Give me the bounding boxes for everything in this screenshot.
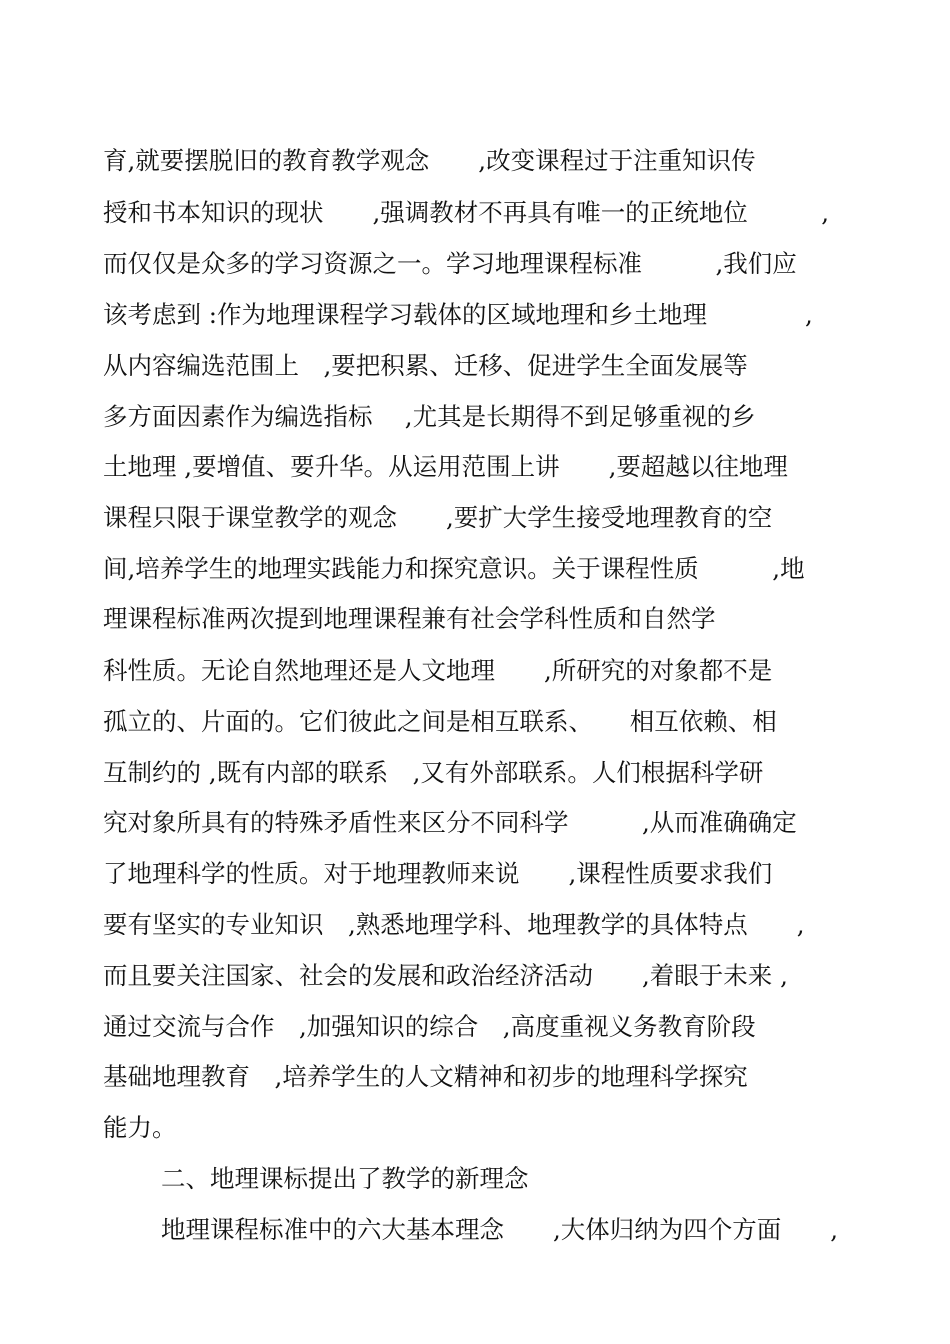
text-line: 孤立的、片面的。它们彼此之间是相互联系、 相互依赖、相 xyxy=(103,707,777,736)
text-line: 多方面因素作为编选指标 ,尤其是长期得不到足够重视的乡 xyxy=(103,402,756,431)
text-line: 理课程标准两次提到地理课程兼有社会学科性质和自然学 xyxy=(103,604,716,633)
text-line: 育,就要摆脱旧的教育教学观念 ,改变课程过于注重知识传 xyxy=(103,146,756,175)
text-line: 科性质。无论自然地理还是人文地理 ,所研究的对象都不是 xyxy=(103,656,773,685)
text-line: 课程只限于课堂教学的观念 ,要扩大学生接受地理教育的空 xyxy=(103,503,773,532)
text-line: 地理课程标准中的六大基本理念 ,大体归纳为四个方面 , xyxy=(161,1215,839,1244)
text-line: 基础地理教育 ,培养学生的人文精神和初步的地理科学探究 xyxy=(103,1062,748,1091)
text-line: 该考虑到 :作为地理课程学习载体的区域地理和乡土地理 , xyxy=(103,300,813,329)
text-line: 能力。 xyxy=(103,1113,177,1142)
text-line: 从内容编选范围上 ,要把积累、迁移、促进学生全面发展等 xyxy=(103,351,748,380)
section-heading: 二、地理课标提出了教学的新理念 xyxy=(161,1164,529,1193)
text-line: 授和书本知识的现状 ,强调教材不再具有唯一的正统地位 , xyxy=(103,198,830,227)
text-line: 了地理科学的性质。对于地理教师来说 ,课程性质要求我们 xyxy=(103,859,773,888)
text-line: 互制约的 ,既有内部的联系 ,又有外部联系。人们根据科学研 xyxy=(103,758,764,787)
text-line: 间,培养学生的地理实践能力和探究意识。关于课程性质 ,地 xyxy=(103,554,805,583)
text-line: 究对象所具有的特殊矛盾性来区分不同科学 ,从而准确确定 xyxy=(103,808,797,837)
text-line: 土地理 ,要增值、要升华。从运用范围上讲 ,要超越以往地理 xyxy=(103,452,788,481)
text-line: 通过交流与合作 ,加强知识的综合 ,高度重视义务教育阶段 xyxy=(103,1012,756,1041)
text-line: 要有坚实的专业知识 ,熟悉地理学科、地理教学的具体特点 , xyxy=(103,910,805,939)
text-line: 而且要关注国家、社会的发展和政治经济活动 ,着眼于未来 , xyxy=(103,961,788,990)
text-line: 而仅仅是众多的学习资源之一。学习地理课程标准 ,我们应 xyxy=(103,249,797,278)
